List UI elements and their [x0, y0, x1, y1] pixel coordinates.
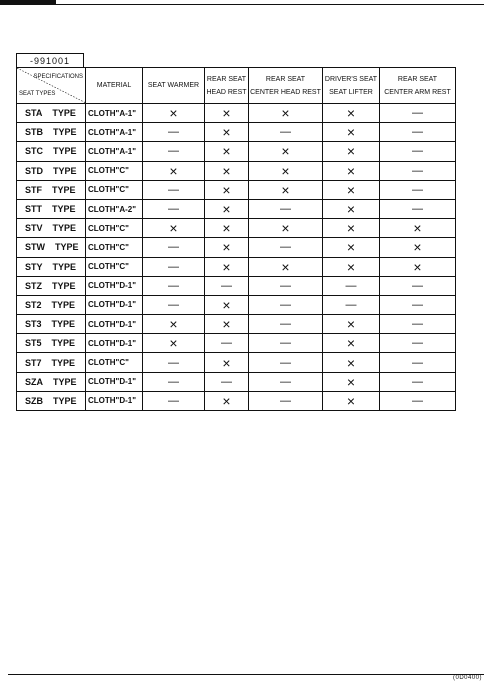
- spec-cell-drivers-seat-seat-lifter: [323, 315, 380, 334]
- dash-mark: —: [280, 279, 291, 292]
- spec-cell-rear-seat-center-head-rest: [249, 180, 323, 199]
- cross-mark: ×: [281, 143, 290, 160]
- seat-type-suffix: TYPE: [52, 184, 76, 195]
- dash-mark: —: [168, 356, 179, 369]
- dash-mark: —: [412, 145, 423, 158]
- cross-mark: ×: [169, 162, 178, 179]
- cross-mark: ×: [346, 162, 356, 179]
- spec-cell-rear-seat-center-head-rest: [249, 104, 323, 123]
- table-row: [17, 334, 456, 353]
- table-row: [17, 104, 456, 123]
- spec-cell-drivers-seat-seat-lifter: [323, 123, 380, 142]
- cross-mark: ×: [169, 220, 178, 237]
- column-header-line: REAR SEAT: [206, 75, 247, 83]
- dash-mark: —: [345, 298, 357, 311]
- seat-type-code: STV: [25, 223, 43, 234]
- column-header-line: MATERIAL: [96, 82, 132, 89]
- table-row: [17, 315, 456, 334]
- seat-type-cell: [17, 391, 86, 410]
- cross-mark: ×: [346, 143, 356, 160]
- dash-mark: —: [412, 203, 423, 216]
- spec-cell-rear-seat-center-head-rest: [249, 276, 323, 295]
- spec-cell-rear-seat-center-arm-rest: [380, 180, 456, 199]
- cross-mark: ×: [222, 201, 231, 218]
- seat-type-suffix: TYPE: [52, 204, 76, 215]
- material-cell: CLOTH"C": [86, 161, 143, 180]
- spec-cell-rear-seat-center-arm-rest: [380, 161, 456, 180]
- dash-mark: —: [412, 337, 423, 350]
- spec-cell-rear-seat-head-rest: [205, 199, 249, 218]
- dash-mark: —: [168, 298, 179, 311]
- cross-mark: ×: [346, 258, 356, 275]
- cross-mark: ×: [169, 316, 178, 333]
- cross-mark: ×: [413, 258, 422, 275]
- seat-type-suffix: TYPE: [53, 165, 77, 176]
- material-cell: CLOTH"C": [86, 353, 143, 372]
- spec-cell-seat-warmer: [143, 161, 205, 180]
- header-row: [17, 68, 456, 104]
- dash-mark: —: [412, 318, 423, 331]
- column-header-line: SEAT WARMER: [147, 82, 200, 89]
- material-cell: CLOTH"A-1": [86, 104, 143, 123]
- spec-cell-rear-seat-center-arm-rest: [380, 238, 456, 257]
- cross-mark: ×: [222, 239, 231, 256]
- corner-seat-types-label: SEAT TYPES: [19, 91, 56, 97]
- dash-mark: —: [280, 375, 291, 388]
- seat-type-code: ST5: [25, 338, 42, 349]
- material-cell: CLOTH"A-1": [86, 123, 143, 142]
- spec-cell-rear-seat-center-head-rest: [249, 238, 323, 257]
- dash-mark: —: [280, 298, 291, 311]
- cross-mark: ×: [169, 335, 178, 352]
- dash-mark: —: [280, 203, 291, 216]
- column-header-line: DRIVER'S SEAT: [324, 75, 378, 83]
- spec-cell-rear-seat-center-arm-rest: [380, 315, 456, 334]
- spec-cell-seat-warmer: [143, 219, 205, 238]
- dash-mark: —: [168, 126, 179, 139]
- spec-cell-rear-seat-center-head-rest: [249, 334, 323, 353]
- spec-cell-seat-warmer: [143, 295, 205, 314]
- seat-type-cell: [17, 123, 86, 142]
- table-row: [17, 199, 456, 218]
- cross-mark: ×: [346, 124, 356, 141]
- seat-type-code: STT: [25, 204, 42, 215]
- spec-cell-rear-seat-center-head-rest: [249, 161, 323, 180]
- seat-specification-table: [16, 67, 456, 411]
- cross-mark: ×: [346, 316, 356, 333]
- dash-mark: —: [168, 394, 179, 407]
- seat-type-suffix: TYPE: [53, 376, 77, 387]
- material-cell: CLOTH"C": [86, 219, 143, 238]
- seat-type-suffix: TYPE: [51, 299, 76, 310]
- material-cell: CLOTH"C": [86, 180, 143, 199]
- seat-type-code: ST3: [25, 319, 42, 330]
- seat-type-cell: [17, 315, 86, 334]
- column-header-line: SEAT LIFTER: [329, 88, 373, 96]
- spec-cell-seat-warmer: [143, 104, 205, 123]
- seat-type-suffix: TYPE: [53, 395, 77, 406]
- cross-mark: ×: [413, 239, 422, 256]
- document-code-box: [16, 53, 84, 68]
- table-row: [17, 180, 456, 199]
- corner-specifications-label: SPECIFICATIONS: [33, 74, 83, 80]
- seat-type-suffix: TYPE: [52, 261, 77, 272]
- spec-cell-rear-seat-center-arm-rest: [380, 334, 456, 353]
- column-header-rear-seat-center-head-rest: [249, 68, 323, 104]
- cross-mark: ×: [413, 220, 422, 237]
- spec-cell-drivers-seat-seat-lifter: [323, 161, 380, 180]
- column-header-material: [86, 68, 143, 104]
- spec-cell-rear-seat-head-rest: [205, 161, 249, 180]
- cross-mark: ×: [346, 373, 356, 390]
- dash-mark: —: [221, 279, 232, 292]
- seat-type-code: STA: [25, 108, 43, 119]
- cross-mark: ×: [169, 105, 178, 122]
- spec-cell-seat-warmer: [143, 257, 205, 276]
- spec-cell-drivers-seat-seat-lifter: [323, 257, 380, 276]
- spec-cell-rear-seat-center-arm-rest: [380, 372, 456, 391]
- seat-type-cell: [17, 161, 86, 180]
- cross-mark: ×: [222, 181, 231, 198]
- spec-cell-rear-seat-center-head-rest: [249, 123, 323, 142]
- seat-type-code: SZB: [25, 395, 43, 406]
- cross-mark: ×: [222, 143, 231, 160]
- table-row: [17, 276, 456, 295]
- column-header-seat-warmer: [143, 68, 205, 104]
- cross-mark: ×: [222, 392, 231, 409]
- spec-cell-rear-seat-center-arm-rest: [380, 276, 456, 295]
- corner-header-cell: [17, 68, 86, 104]
- seat-type-code: STW: [25, 242, 45, 253]
- dash-mark: —: [280, 337, 291, 350]
- seat-type-suffix: TYPE: [52, 280, 76, 291]
- spec-cell-drivers-seat-seat-lifter: [323, 295, 380, 314]
- column-header-line: REAR SEAT: [265, 75, 306, 83]
- dash-mark: —: [221, 337, 232, 350]
- material-cell: CLOTH"D-1": [86, 391, 143, 410]
- material-cell: CLOTH"D-1": [86, 372, 143, 391]
- dash-mark: —: [412, 126, 423, 139]
- spec-cell-rear-seat-center-head-rest: [249, 219, 323, 238]
- dash-mark: —: [345, 279, 357, 292]
- column-header-rear-seat-center-arm-rest: [380, 68, 456, 104]
- column-header-line: REAR SEAT: [397, 75, 438, 83]
- spec-cell-drivers-seat-seat-lifter: [323, 142, 380, 161]
- spec-cell-rear-seat-center-head-rest: [249, 142, 323, 161]
- cross-mark: ×: [346, 201, 356, 218]
- spec-cell-rear-seat-center-arm-rest: [380, 257, 456, 276]
- dash-mark: —: [412, 183, 423, 196]
- cross-mark: ×: [281, 258, 290, 275]
- spec-cell-drivers-seat-seat-lifter: [323, 276, 380, 295]
- seat-type-cell: [17, 257, 86, 276]
- spec-cell-rear-seat-head-rest: [205, 391, 249, 410]
- cross-mark: ×: [346, 105, 356, 122]
- dash-mark: —: [221, 375, 232, 388]
- material-cell: CLOTH"A-2": [86, 199, 143, 218]
- column-header-line: CENTER HEAD REST: [250, 88, 321, 96]
- spec-cell-seat-warmer: [143, 276, 205, 295]
- table-row: [17, 372, 456, 391]
- dash-mark: —: [412, 279, 423, 292]
- dash-mark: —: [168, 241, 179, 254]
- cross-mark: ×: [281, 162, 290, 179]
- material-cell: CLOTH"A-1": [86, 142, 143, 161]
- table-row: [17, 257, 456, 276]
- seat-type-code: STD: [25, 165, 43, 176]
- dash-mark: —: [412, 356, 423, 369]
- top-rule: [0, 4, 484, 5]
- spec-cell-rear-seat-center-head-rest: [249, 257, 323, 276]
- cross-mark: ×: [281, 220, 290, 237]
- material-cell: CLOTH"C": [86, 238, 143, 257]
- spec-cell-drivers-seat-seat-lifter: [323, 180, 380, 199]
- footer-doc-code: (0D0400): [452, 675, 482, 681]
- seat-type-cell: [17, 238, 86, 257]
- spec-cell-drivers-seat-seat-lifter: [323, 353, 380, 372]
- spec-cell-rear-seat-center-arm-rest: [380, 295, 456, 314]
- cross-mark: ×: [222, 124, 231, 141]
- cross-mark: ×: [222, 258, 231, 275]
- cross-mark: ×: [281, 181, 290, 198]
- seat-type-code: ST7: [25, 357, 42, 368]
- table-row: [17, 353, 456, 372]
- spec-cell-rear-seat-center-arm-rest: [380, 199, 456, 218]
- spec-cell-rear-seat-head-rest: [205, 295, 249, 314]
- cross-mark: ×: [222, 220, 231, 237]
- spec-cell-rear-seat-center-head-rest: [249, 295, 323, 314]
- dash-mark: —: [280, 241, 291, 254]
- seat-type-code: STF: [25, 184, 42, 195]
- dash-mark: —: [280, 318, 291, 331]
- table-row: [17, 142, 456, 161]
- dash-mark: —: [168, 260, 179, 273]
- column-header-rear-seat-head-rest: [205, 68, 249, 104]
- spec-cell-rear-seat-head-rest: [205, 372, 249, 391]
- seat-type-cell: [17, 219, 86, 238]
- table-row: [17, 238, 456, 257]
- cross-mark: ×: [346, 181, 356, 198]
- spec-cell-drivers-seat-seat-lifter: [323, 334, 380, 353]
- cross-mark: ×: [222, 162, 231, 179]
- dash-mark: —: [412, 298, 423, 311]
- spec-cell-rear-seat-head-rest: [205, 123, 249, 142]
- cross-mark: ×: [222, 296, 231, 313]
- seat-type-code: STY: [25, 261, 43, 272]
- cross-mark: ×: [346, 220, 356, 237]
- spec-cell-drivers-seat-seat-lifter: [323, 219, 380, 238]
- spec-cell-drivers-seat-seat-lifter: [323, 238, 380, 257]
- seat-type-cell: [17, 353, 86, 372]
- spec-cell-seat-warmer: [143, 180, 205, 199]
- table-row: [17, 391, 456, 410]
- seat-type-code: SZA: [25, 376, 43, 387]
- spec-cell-rear-seat-center-head-rest: [249, 199, 323, 218]
- dash-mark: —: [412, 375, 423, 388]
- dash-mark: —: [280, 126, 291, 139]
- spec-cell-rear-seat-center-arm-rest: [380, 123, 456, 142]
- spec-cell-rear-seat-head-rest: [205, 353, 249, 372]
- dash-mark: —: [168, 203, 179, 216]
- cross-mark: ×: [222, 316, 231, 333]
- dash-mark: —: [168, 279, 179, 292]
- spec-cell-rear-seat-head-rest: [205, 104, 249, 123]
- dash-mark: —: [280, 394, 291, 407]
- seat-type-cell: [17, 295, 86, 314]
- spec-cell-rear-seat-head-rest: [205, 180, 249, 199]
- spec-cell-seat-warmer: [143, 334, 205, 353]
- material-cell: CLOTH"C": [86, 257, 143, 276]
- spec-cell-rear-seat-head-rest: [205, 315, 249, 334]
- seat-type-cell: [17, 276, 86, 295]
- dash-mark: —: [168, 183, 179, 196]
- dash-mark: —: [412, 164, 423, 177]
- cross-mark: ×: [222, 354, 231, 371]
- spec-cell-rear-seat-head-rest: [205, 334, 249, 353]
- seat-type-suffix: TYPE: [52, 223, 77, 234]
- table-row: [17, 161, 456, 180]
- seat-type-suffix: TYPE: [51, 357, 76, 368]
- spec-cell-seat-warmer: [143, 391, 205, 410]
- spec-cell-rear-seat-center-head-rest: [249, 391, 323, 410]
- seat-type-cell: [17, 372, 86, 391]
- seat-type-cell: [17, 180, 86, 199]
- seat-type-suffix: TYPE: [53, 127, 77, 138]
- cross-mark: ×: [281, 105, 290, 122]
- dash-mark: —: [412, 107, 423, 120]
- spec-cell-rear-seat-center-arm-rest: [380, 391, 456, 410]
- spec-cell-drivers-seat-seat-lifter: [323, 104, 380, 123]
- spec-cell-seat-warmer: [143, 353, 205, 372]
- dash-mark: —: [168, 145, 179, 158]
- seat-type-cell: [17, 334, 86, 353]
- dash-mark: —: [168, 375, 179, 388]
- column-header-drivers-seat-seat-lifter: [323, 68, 380, 104]
- cross-mark: ×: [222, 105, 231, 122]
- spec-cell-seat-warmer: [143, 315, 205, 334]
- cross-mark: ×: [346, 392, 356, 409]
- seat-type-code: ST2: [25, 299, 42, 310]
- spec-cell-rear-seat-head-rest: [205, 257, 249, 276]
- spec-cell-rear-seat-center-head-rest: [249, 353, 323, 372]
- table-row: [17, 295, 456, 314]
- bottom-rule: [8, 674, 484, 675]
- spec-cell-seat-warmer: [143, 372, 205, 391]
- document-code: -991001: [29, 55, 71, 66]
- seat-type-code: STB: [25, 127, 43, 138]
- spec-cell-seat-warmer: [143, 142, 205, 161]
- seat-type-suffix: TYPE: [51, 319, 76, 330]
- seat-type-suffix: TYPE: [53, 146, 77, 157]
- cross-mark: ×: [346, 239, 356, 256]
- seat-type-cell: [17, 199, 86, 218]
- spec-cell-rear-seat-head-rest: [205, 219, 249, 238]
- seat-type-cell: [17, 142, 86, 161]
- spec-cell-rear-seat-center-arm-rest: [380, 219, 456, 238]
- spec-cell-rear-seat-center-arm-rest: [380, 142, 456, 161]
- column-header-line: HEAD REST: [206, 88, 247, 96]
- cross-mark: ×: [346, 335, 356, 352]
- seat-type-suffix: TYPE: [51, 338, 76, 349]
- material-cell: CLOTH"D-1": [86, 276, 143, 295]
- spec-cell-drivers-seat-seat-lifter: [323, 199, 380, 218]
- spec-cell-drivers-seat-seat-lifter: [323, 391, 380, 410]
- spec-cell-rear-seat-head-rest: [205, 238, 249, 257]
- spec-cell-rear-seat-center-arm-rest: [380, 104, 456, 123]
- material-cell: CLOTH"D-1": [86, 295, 143, 314]
- cross-mark: ×: [346, 354, 356, 371]
- spec-cell-rear-seat-head-rest: [205, 276, 249, 295]
- dash-mark: —: [412, 394, 423, 407]
- seat-type-suffix: TYPE: [55, 242, 79, 253]
- column-header-line: CENTER ARM REST: [384, 88, 451, 96]
- table-row: [17, 219, 456, 238]
- seat-type-code: STZ: [25, 280, 42, 291]
- spec-cell-seat-warmer: [143, 199, 205, 218]
- seat-type-cell: [17, 104, 86, 123]
- spec-cell-drivers-seat-seat-lifter: [323, 372, 380, 391]
- spec-cell-seat-warmer: [143, 238, 205, 257]
- seat-type-code: STC: [25, 146, 43, 157]
- table-row: [17, 123, 456, 142]
- spec-cell-rear-seat-center-arm-rest: [380, 353, 456, 372]
- spec-cell-rear-seat-center-head-rest: [249, 315, 323, 334]
- spec-cell-rear-seat-head-rest: [205, 142, 249, 161]
- dash-mark: —: [280, 356, 291, 369]
- material-cell: CLOTH"D-1": [86, 315, 143, 334]
- spec-cell-rear-seat-center-head-rest: [249, 372, 323, 391]
- material-cell: CLOTH"D-1": [86, 334, 143, 353]
- seat-type-suffix: TYPE: [52, 108, 76, 119]
- spec-cell-seat-warmer: [143, 123, 205, 142]
